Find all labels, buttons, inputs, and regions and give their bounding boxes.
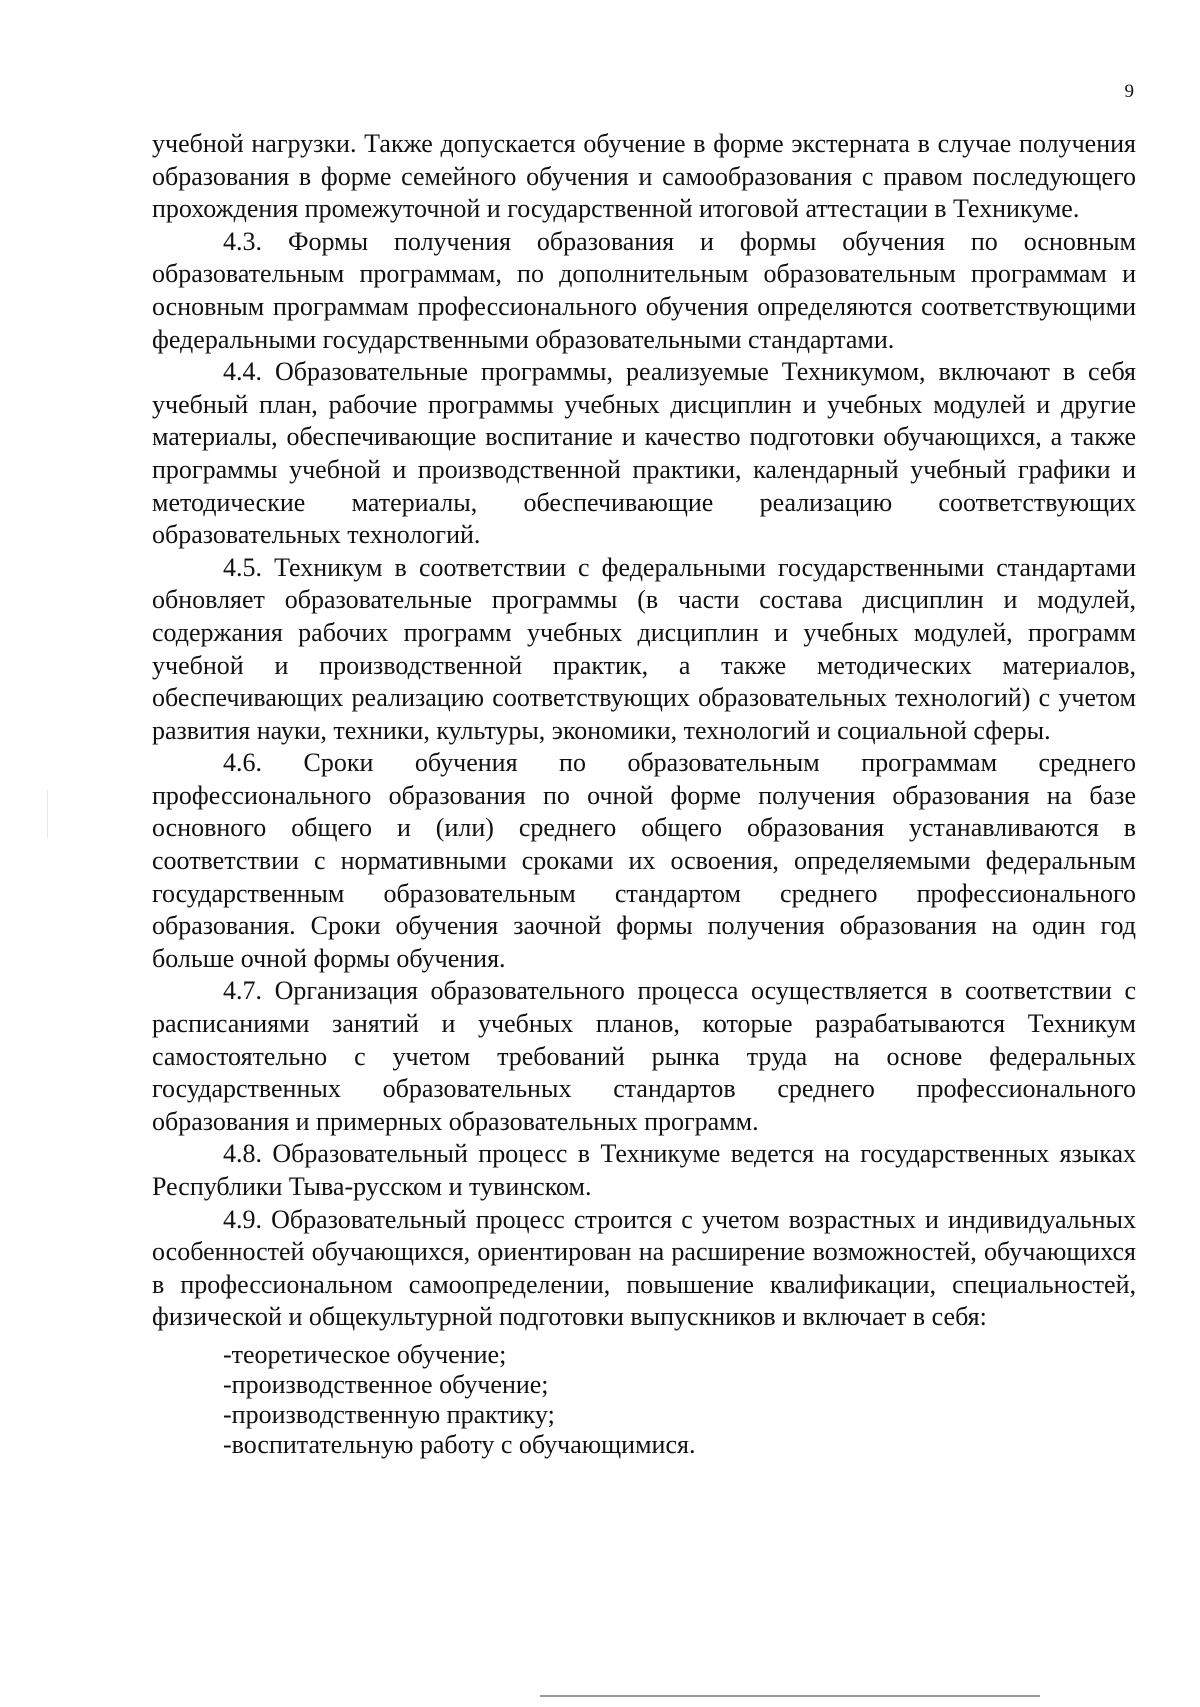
- paragraph-4-3: 4.3. Формы получения образования и формы обучения по основным образовательным программам, по дополнительным образовательным программам и основным программам профессионального обучения определяются соответствующими федеральными государственными образовательными стандартами.: [152, 226, 1136, 354]
- list-item: -воспитательную работу с обучающимися.: [223, 1429, 696, 1459]
- list-item: -производственную практику;: [223, 1399, 555, 1429]
- paragraph-4-5: 4.5. Техникум в соответствии с федеральными государственными стандартами обновляет образовательные программы (в части состава дисциплин и модулей, содержания рабочих программ учебных дисциплин и учебных модулей, программ учебной и производственной практик, а также методических материалов, обеспечивающих реализацию соответствующих образовательных технологий) с учетом развития науки, техники, культуры, экономики, технологий и социальной сферы.: [152, 552, 1136, 745]
- scan-artifact-mark: [47, 790, 48, 838]
- paragraph-4-4: 4.4. Образовательные программы, реализуемые Техникумом, включают в себя учебный план, рабочие программы учебных дисциплин и учебных модулей и другие материалы, обеспечивающие воспитание и качество подготовки обучающихся, а также программы учебной и производственной практики, календарный учебный графики и методические материалы, обеспечивающие реализацию соответствующих образовательных технологий.: [152, 357, 1136, 550]
- document-body: [152, 128, 1136, 1460]
- scan-artifact-line: [540, 1695, 1040, 1697]
- list-item: -теоретическое обучение;: [223, 1339, 507, 1369]
- page-number: 9: [1124, 81, 1134, 102]
- list-item: -производственное обучение;: [223, 1369, 549, 1399]
- paragraph-4-9: 4.9. Образовательный процесс строится с учетом возрастных и индивидуальных особенностей обучающихся, ориентирован на расширение возможностей, обучающихся в профессиональном самоопределении, повышение квалификации, специальностей, физической и общекультурной подготовки выпускников и включает в себя:: [152, 1204, 1136, 1332]
- paragraph-4-6: 4.6. Сроки обучения по образовательным программам среднего профессионального образования по очной форме получения образования на базе основного общего и (или) среднего общего образования устанавливаются в соответствии с нормативными сроками их освоения, определяемыми федеральным государственным образовательным стандартом среднего профессионального образования. Сроки обучения заочной формы получения образования на один год больше очной формы обучения.: [152, 748, 1136, 973]
- paragraph-4-8: 4.8. Образовательный процесс в Техникуме ведется на государственных языках Республики Тыва-русском и тувинском.: [152, 1139, 1136, 1201]
- paragraph-continuation: учебной нагрузки. Также допускается обучение в форме экстерната в случае получения образования в форме семейного обучения и самообразования с правом последующего прохождения промежуточной и государственной итоговой аттестации в Техникуме.: [152, 129, 1136, 224]
- paragraph-4-7: 4.7. Организация образовательного процесса осуществляется в соответствии с расписаниями занятий и учебных планов, которые разрабатываются Техникум самостоятельно с учетом требований рынка труда на основе федеральных государственных образовательных стандартов среднего профессионального образования и примерных образовательных программ.: [152, 976, 1136, 1136]
